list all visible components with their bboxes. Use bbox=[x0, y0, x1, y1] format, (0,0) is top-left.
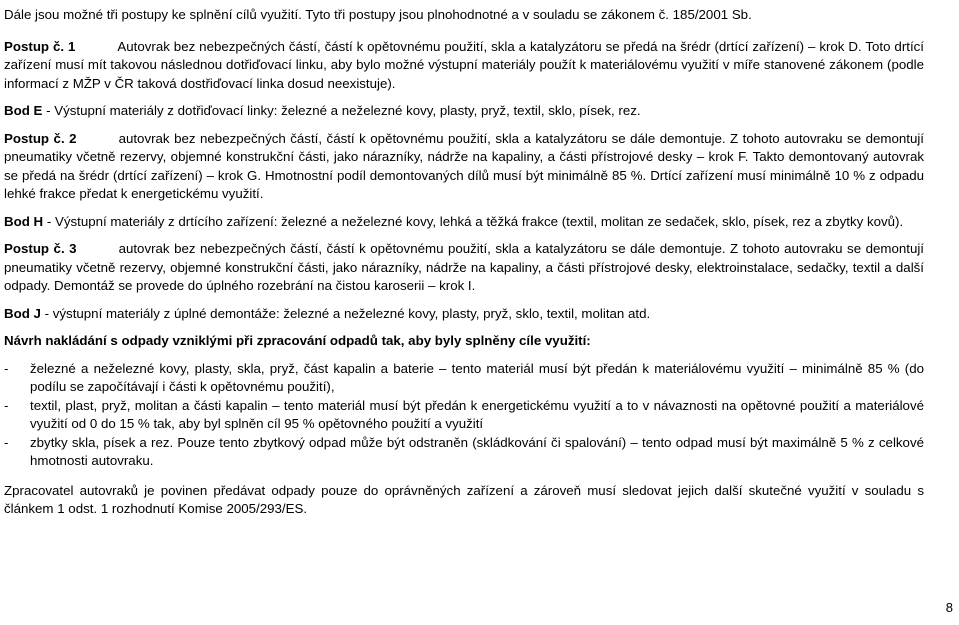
bod-j-label: Bod J bbox=[4, 305, 41, 321]
intro-paragraph: Dále jsou možné tři postupy ke splnění cílů využití. Tyto tři postupy jsou plnohodnotné a v souladu se zákonem č. 185/2001 Sb. bbox=[4, 7, 752, 22]
list-item: - textil, plast, pryž, molitan a části kapalin – tento materiál musí být předán k energetickému využití a to v návaznosti na opětovné použití a materiálové využití od 0 do 15 % tak, aby byl splněn cíl 95 % opětovného použití a využití bbox=[4, 397, 924, 434]
list-item: - zbytky skla, písek a rez. Pouze tento zbytkový odpad může být odstraněn (skládkování či spalování) – tento odpad musí být maximálně 5 % z celkové hmotnosti autovraku. bbox=[4, 434, 924, 471]
closing-paragraph: Zpracovatel autovraků je povinen předávat odpady pouze do oprávněných zařízení a zároveň musí sledovat jejich další skutečné využití v souladu s článkem 1 odst. 1 rozhodnutí Komise 2005/293/ES. bbox=[4, 482, 924, 516]
bod-j-text: - výstupní materiály z úplné demontáže: železné a neželezné kovy, plasty, pryž, sklo, textil, molitan atd. bbox=[40, 305, 651, 321]
bod-e-text: - Výstupní materiály z dotřiďovací linky: železné a neželezné kovy, plasty, pryž, textil, sklo, písek, rez. bbox=[42, 103, 641, 118]
postup-1-text: Autovrak bez nebezpečných částí, částí k opětovnému použití, skla a katalyzátoru se předá na šrédr (drtící zařízení) – krok D. Toto drtící zařízení musí mít takovou následnou dotřiďovací linku, aby bylo možné výstupní materiály použít k materiálovému využití v míře stanovené zákonem (podle informací z MŽP v ČR taková dostřiďovací linka dosud neexistuje). bbox=[4, 38, 924, 91]
postup-2-label: Postup č. 2 bbox=[4, 130, 77, 146]
bod-h-paragraph bbox=[4, 213, 924, 232]
list-item: - železné a neželezné kovy, plasty, skla, pryž, část kapalin a baterie – tento materiál musí být předán k materiálovému využití – minimálně 85 % (do podílu se započítávají i části k opětovnému použití), bbox=[4, 360, 924, 397]
bod-j-paragraph bbox=[4, 305, 924, 324]
document-page bbox=[4, 6, 924, 519]
bod-h-text: - Výstupní materiály z drtícího zařízení: železné a neželezné kovy, lehká a těžká frakce (textil, molitan ze sedaček, sklo, písek, rez a zbytky kovů). bbox=[43, 213, 904, 229]
postup-2-text: autovrak bez nebezpečných částí, částí k opětovnému použití, skla a katalyzátoru se dále demontuje. Z tohoto autovraku se demontují pneumatiky včetně rezervy, objemné konstrukční části, jako nárazníky, nádrže na kapaliny, a části přístrojové desky – krok F. Takto demontovaný autovrak se předá na šrédr (drtící zařízení) – krok G. Hmotnostní podíl demontovaných dílů musí být minimálně 85 %. Drtící zařízení musí minimálně 10 % z odpadu lehké frakce předat k energetickému využití. bbox=[4, 130, 924, 201]
postup-3-paragraph bbox=[4, 240, 924, 296]
bod-e-paragraph bbox=[4, 102, 924, 121]
bod-h-label: Bod H bbox=[4, 213, 44, 229]
postup-3-text: autovrak bez nebezpečných částí, částí k opětovnému použití, skla a katalyzátoru se dále demontuje. Z tohoto autovraku se demontují pneumatiky včetně rezervy, objemné konstrukční části, jako nárazníky, nádrže na kapaliny, a části přístrojové desky, elektroinstalace, sedačky, textil a další odpady. Demontáž se provede do úplného rozebrání na čistou karoserii – krok I. bbox=[4, 241, 924, 293]
postup-3-label: Postup č. 3 bbox=[4, 241, 77, 256]
handling-list bbox=[4, 360, 924, 471]
postup-1-label: Postup č. 1 bbox=[4, 38, 76, 54]
bod-e-label: Bod E bbox=[4, 103, 43, 118]
postup-1-paragraph bbox=[4, 38, 924, 94]
postup-2-paragraph bbox=[4, 130, 924, 204]
section-heading: Návrh nakládání s odpady vzniklými při zpracování odpadů tak, aby byly splněny cíle využití: bbox=[4, 333, 591, 348]
page-number: 8 bbox=[945, 600, 953, 615]
